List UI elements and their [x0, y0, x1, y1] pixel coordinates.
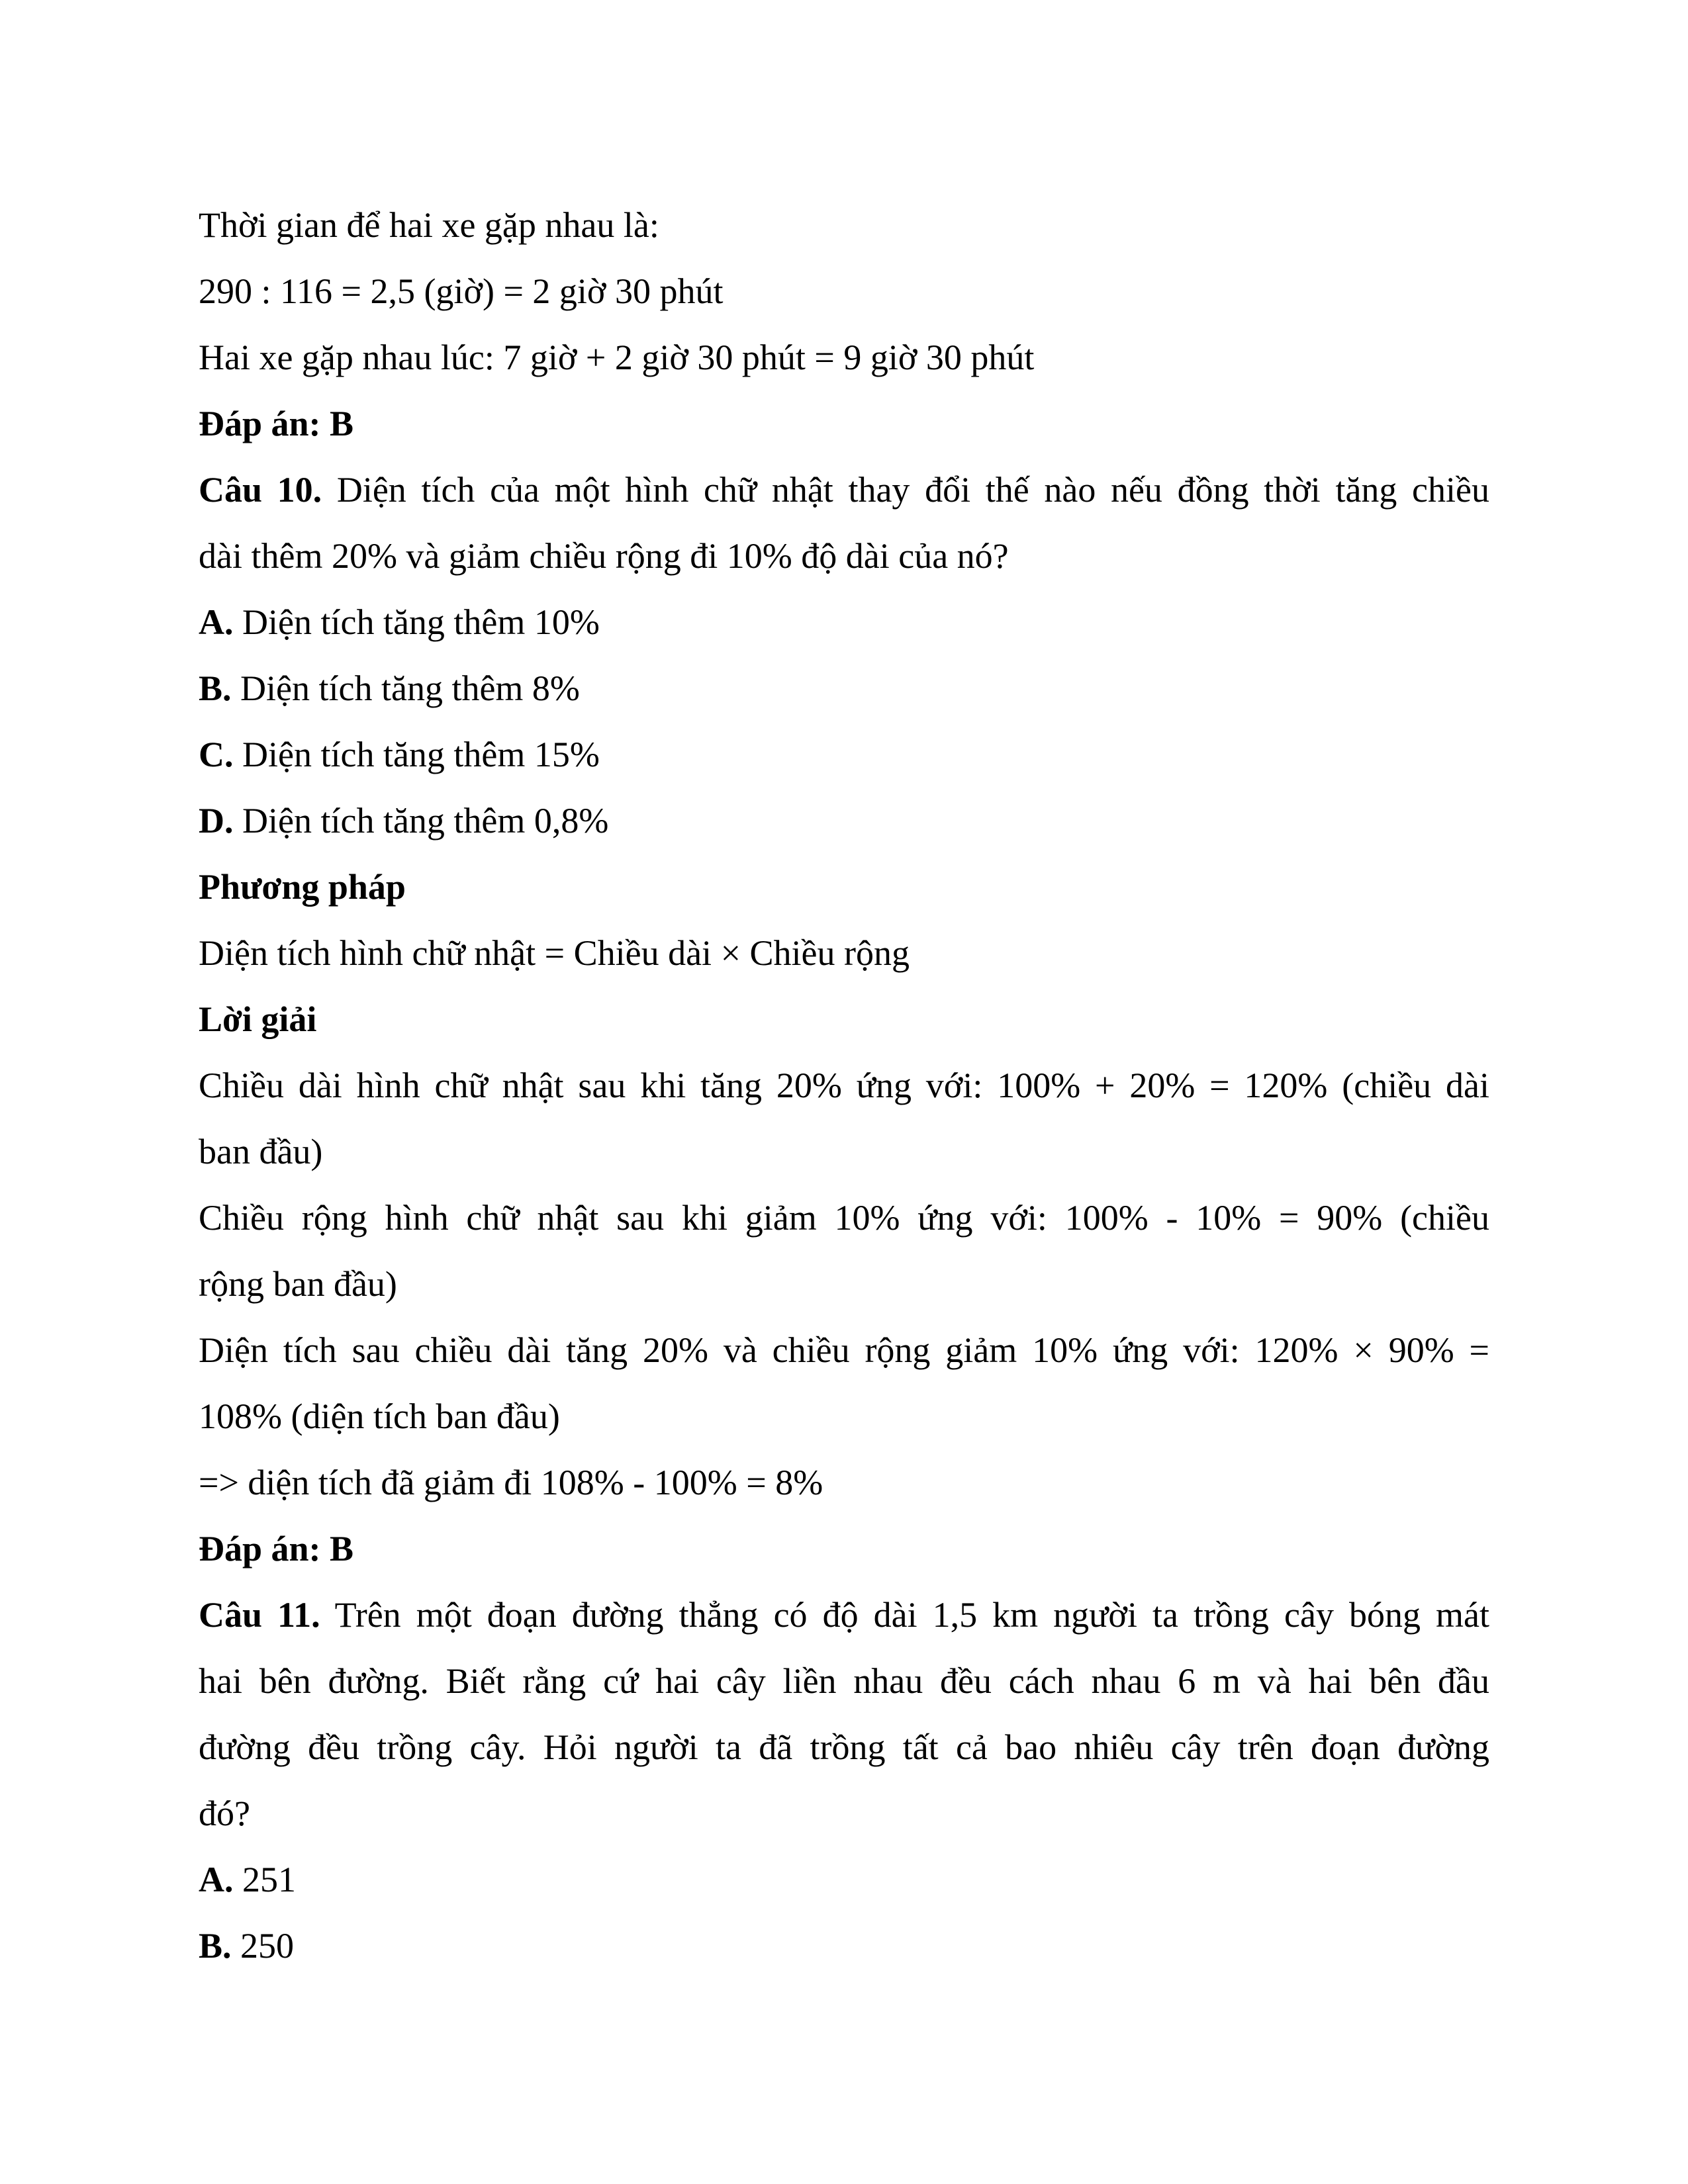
question-11-line-4: đó?	[199, 1794, 250, 1833]
method-text: Diện tích hình chữ nhật = Chiều dài × Chiều rộng	[199, 933, 910, 973]
question-10-line-2: dài thêm 20% và giảm chiều rộng đi 10% độ dài của nó?	[199, 536, 1009, 576]
option-d	[199, 788, 1489, 854]
q11-option-b	[199, 1913, 1489, 1979]
q11-option-b-label: B.	[199, 1926, 232, 1966]
option-a-label: A.	[199, 602, 234, 642]
option-b-text: Diện tích tăng thêm 8%	[231, 668, 580, 708]
option-d-text: Diện tích tăng thêm 0,8%	[233, 801, 609, 841]
option-c-label: C.	[199, 735, 234, 774]
question-11-line-2: hai bên đường. Biết rằng cứ hai cây liền nhau đều cách nhau 6 m và hai bên đầu	[199, 1661, 1489, 1701]
q11-option-a-label: A.	[199, 1860, 234, 1899]
solution-line: Diện tích sau chiều dài tăng 20% và chiều rộng giảm 10% ứng với: 120% × 90% =	[199, 1330, 1489, 1370]
text-line: Thời gian để hai xe gặp nhau là:	[199, 205, 659, 245]
solution-line: Chiều dài hình chữ nhật sau khi tăng 20% ứng với: 100% + 20% = 120% (chiều dài	[199, 1066, 1489, 1105]
question-11-line-3: đường đều trồng cây. Hỏi người ta đã trồng tất cả bao nhiêu cây trên đoạn đường	[199, 1727, 1489, 1767]
question-11-line-1	[199, 1582, 1489, 1648]
text-line: Hai xe gặp nhau lúc: 7 giờ + 2 giờ 30 phút = 9 giờ 30 phút	[199, 338, 1035, 377]
solution-heading: Lời giải	[199, 999, 317, 1039]
question-10-line-1	[199, 457, 1489, 523]
option-c-text: Diện tích tăng thêm 15%	[233, 735, 600, 774]
option-d-label: D.	[199, 801, 234, 841]
q11-option-a-text: 251	[233, 1860, 296, 1899]
option-c	[199, 721, 1489, 788]
option-a-text: Diện tích tăng thêm 10%	[233, 602, 600, 642]
answer-line: Đáp án: B	[199, 1529, 354, 1569]
option-a	[199, 589, 1489, 655]
solution-line: rộng ban đầu)	[199, 1264, 397, 1304]
solution-line: 108% (diện tích ban đầu)	[199, 1396, 560, 1436]
option-b-label: B.	[199, 668, 232, 708]
solution-line: ban đầu)	[199, 1132, 323, 1171]
q11-option-b-text: 250	[231, 1926, 295, 1966]
answer-line: Đáp án: B	[199, 404, 354, 443]
question-11-text: Trên một đoạn đường thẳng có độ dài 1,5 km người ta trồng cây bóng mát	[320, 1595, 1489, 1635]
text-line: 290 : 116 = 2,5 (giờ) = 2 giờ 30 phút	[199, 271, 724, 311]
option-b	[199, 655, 1489, 721]
method-heading: Phương pháp	[199, 867, 406, 907]
question-10-label: Câu 10.	[199, 470, 322, 510]
solution-line: => diện tích đã giảm đi 108% - 100% = 8%	[199, 1463, 823, 1502]
question-11-label: Câu 11.	[199, 1595, 320, 1635]
document-page	[199, 192, 1489, 1979]
question-10-text: Diện tích của một hình chữ nhật thay đổi thế nào nếu đồng thời tăng chiều	[322, 470, 1489, 510]
solution-line: Chiều rộng hình chữ nhật sau khi giảm 10% ứng với: 100% - 10% = 90% (chiều	[199, 1198, 1489, 1238]
q11-option-a	[199, 1846, 1489, 1913]
